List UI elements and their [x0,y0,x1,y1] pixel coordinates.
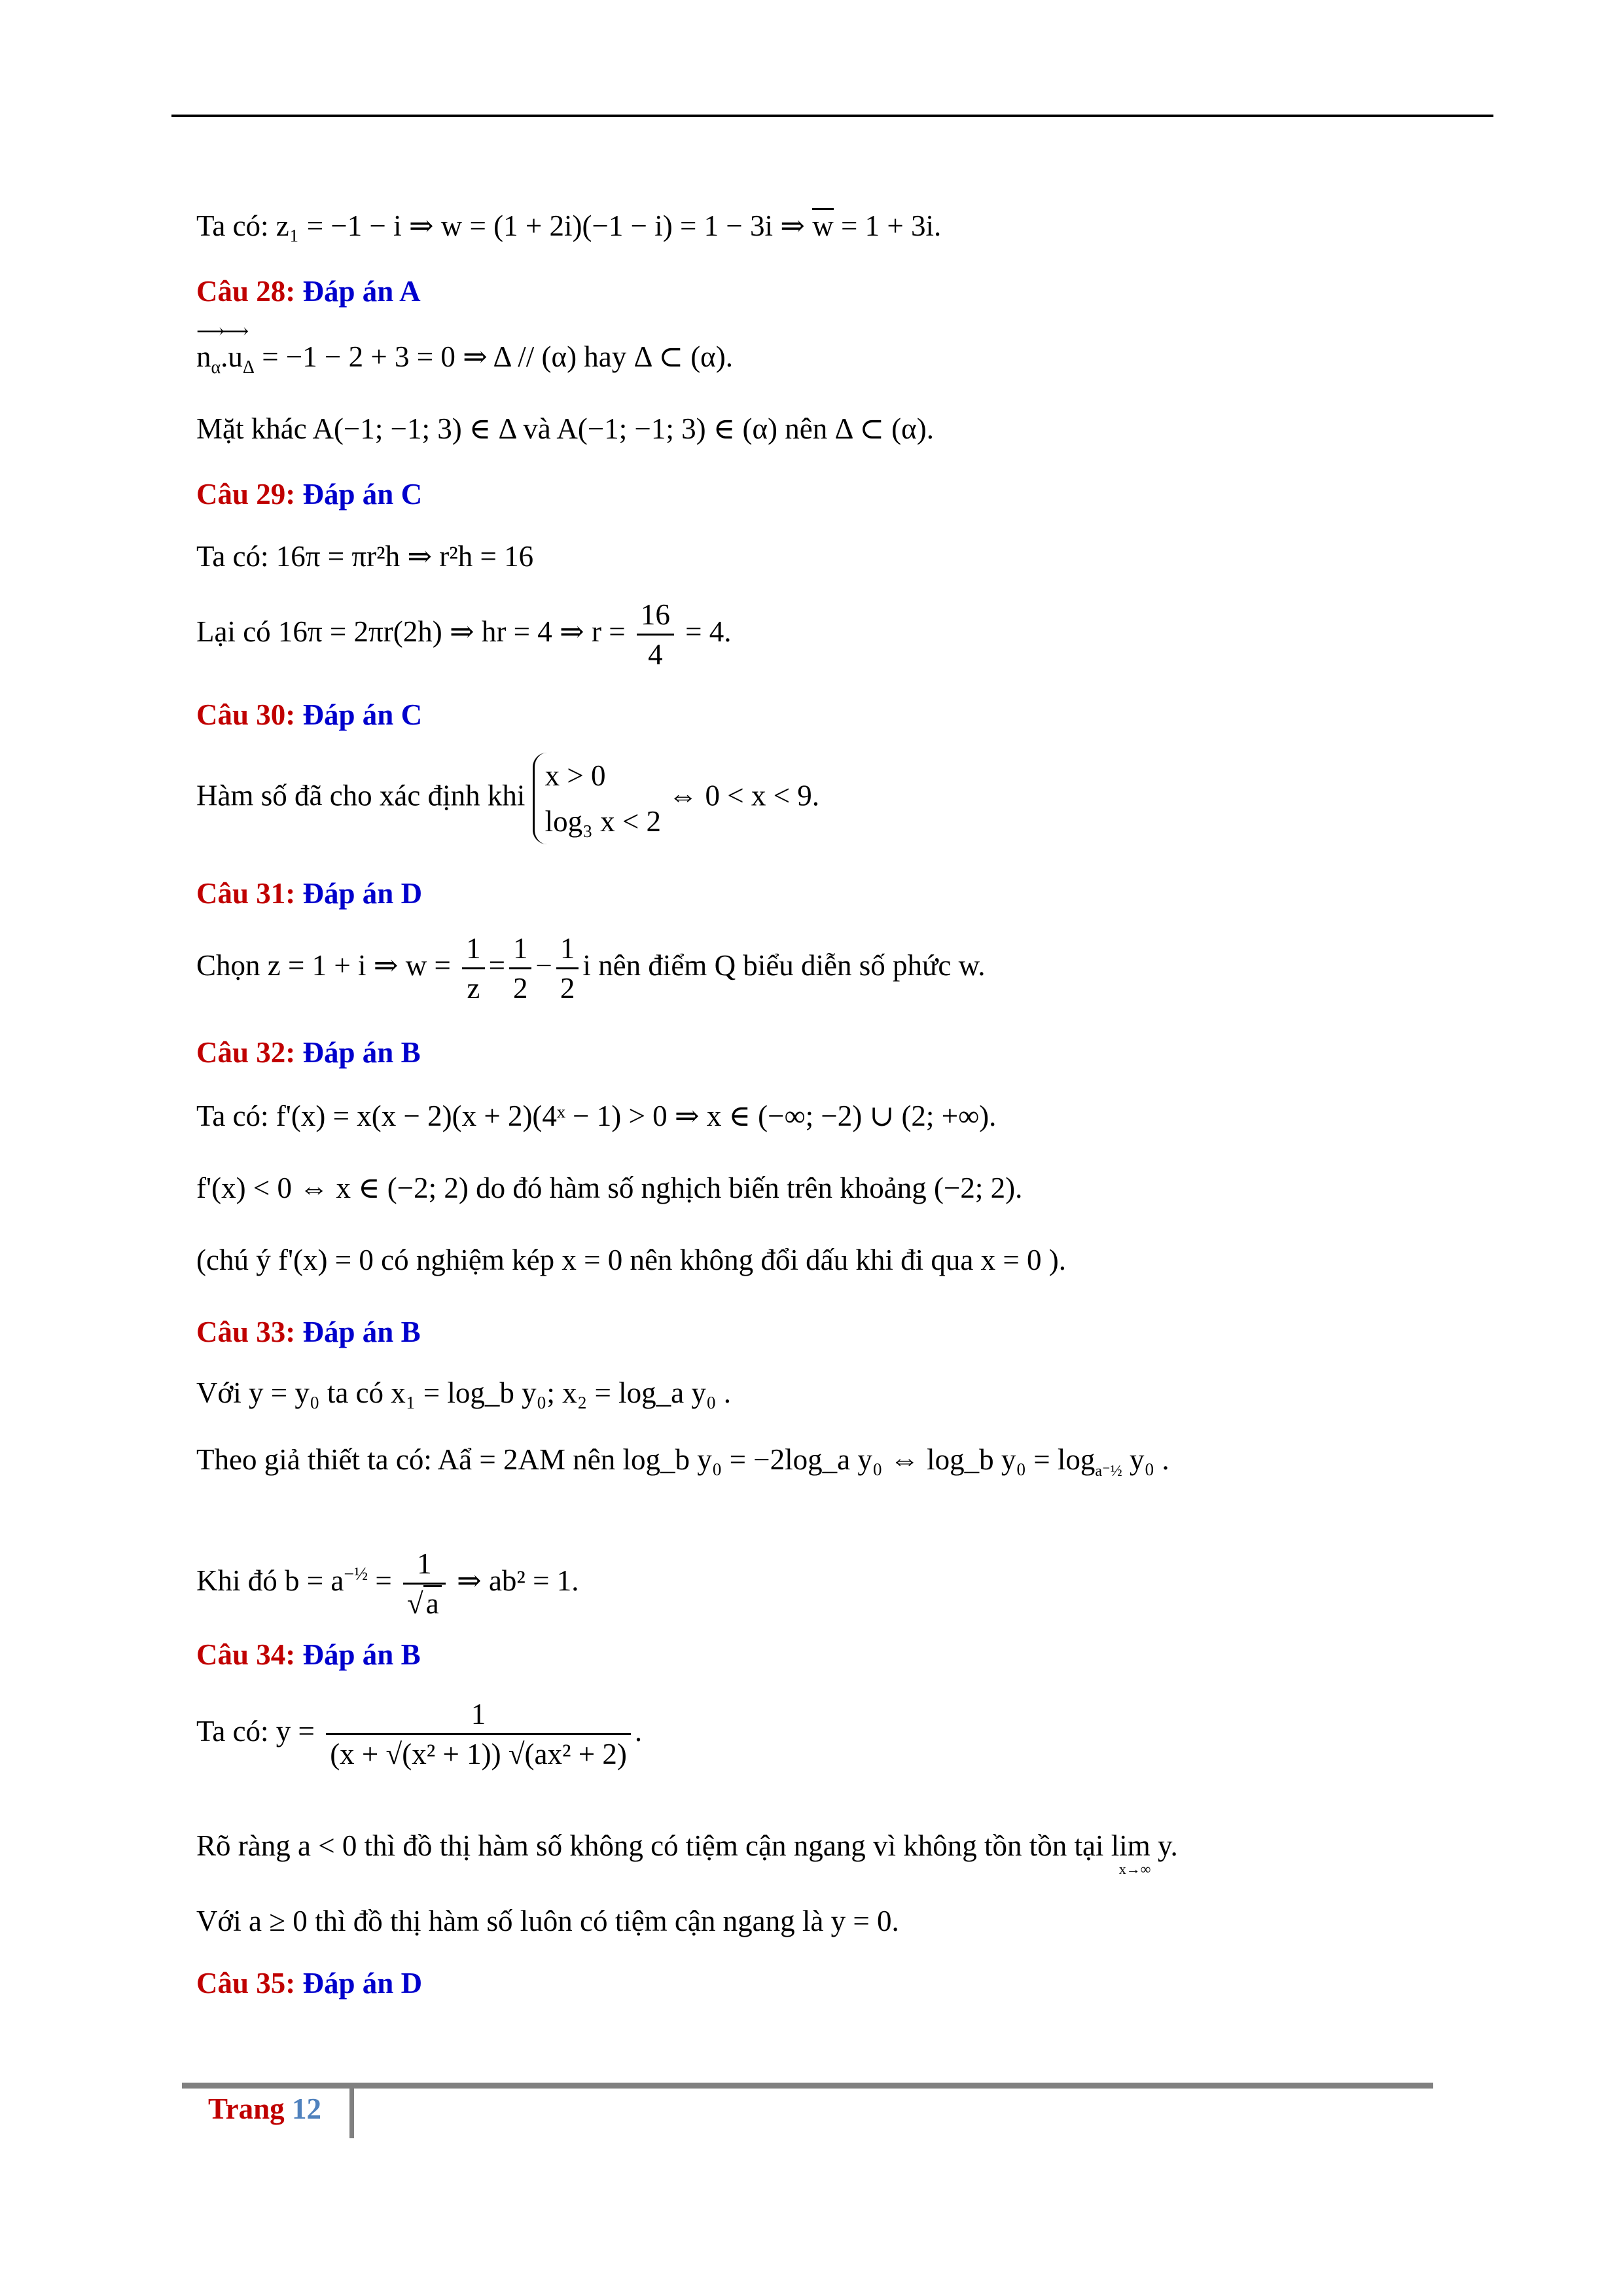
question-heading: Câu 28: Đáp án A [196,275,421,308]
text-line: Với y = y₀ ta có x₁ = log_b y₀; x₂ = log_a y₀ . [196,1376,732,1409]
text-line: Với a ≥ 0 thì đồ thị hàm số luôn có tiệm cận ngang là y = 0. [196,1905,899,1937]
page-number: Trang 12 [208,2092,321,2125]
text-line: Ta có: z₁ = −1 − i ⇒ w = (1 + 2i)(−1 − i) = 1 − 3i ⇒ w = 1 + 3i. [196,209,942,242]
text-line: Theo giả thiết ta có: Aẩ = 2AM nên log_b y₀ = −2log_a y₀ ⇔ log_b $y_0 = \log_{a^-\frac{1}{2}} y_0$ . [196,1443,1169,1480]
text-line: Lại có 16π = 2πr(2h) ⇒ hr = 4 ⇒ r = $\frac{16}{4}$ = 4. [196,596,732,673]
text-line: Rõ ràng a < 0 thì đồ thị hàm số không có tiệm cận ngang vì không tồn tồn tại $\lim y._{x\to\infty}$ [196,1829,1178,1877]
footer-rule [182,2083,1433,2089]
text-line: f'(x) < 0 ⇔ x ∈ (−2; 2) do đó hàm số nghịch biến trên khoảng (−2; 2). [196,1172,1023,1204]
equation-system: x > 0 log₃ x < 2 [533,753,661,844]
fraction: $\frac{16}{4}$ [637,596,674,673]
header-rule [171,115,1493,117]
text-line: Chọn z = 1 + i ⇒ w = $\frac{1}{z}$ = $\frac{1}{2}$ − $\frac{1}{2}$ i nên điểm Q biểu diễn số phức w. [196,929,985,1007]
text-line: Mặt khác A(−1; −1; 3) ∈ Δ và A(−1; −1; 3) ∈ (α) nên Δ ⊂ (α). [196,412,934,445]
footer-divider [349,2083,354,2138]
text-line: Khi đó $b = a^{-\frac{1}{2}}$ = $\frac{1}{√a}$ ⇒ ab² = 1. [196,1545,579,1623]
question-heading: Câu 29: Đáp án C [196,478,423,511]
question-heading: Câu 33: Đáp án B [196,1316,421,1348]
question-heading: Câu 35: Đáp án D [196,1967,423,2000]
text-line: Hàm số đã cho xác định khi x > 0 log₃ x < 2 ⇔ 0 < x < 9. [196,753,819,844]
text-line: ⟶ $n_\alpha⟶$ $.u_\Delta = -1 - 2 + 3 = 0$ ⇒ Δ // (α) hay Δ ⊂ (α). [196,337,733,376]
text-line: Ta có: y = $\frac{1}{\text{(x + √(x² + 1)) √(ax² + 2)}}$ . [196,1695,642,1773]
text-line: Ta có: 16π = πr²h ⇒ r²h = 16 [196,540,534,573]
question-heading: Câu 31: Đáp án D [196,877,423,910]
question-heading: Câu 34: Đáp án B [196,1638,421,1671]
text-line: Ta có: f'(x) = x(x − 2)(x + 2)(4ˣ − 1) > 0 ⇒ x ∈ (−∞; −2) ∪ (2; +∞). [196,1100,997,1132]
question-heading: Câu 32: Đáp án B [196,1036,421,1069]
text-line: (chú ý f'(x) = 0 có nghiệm kép x = 0 nên không đổi dấu khi đi qua x = 0 ). [196,1244,1066,1276]
question-heading: Câu 30: Đáp án C [196,698,423,731]
